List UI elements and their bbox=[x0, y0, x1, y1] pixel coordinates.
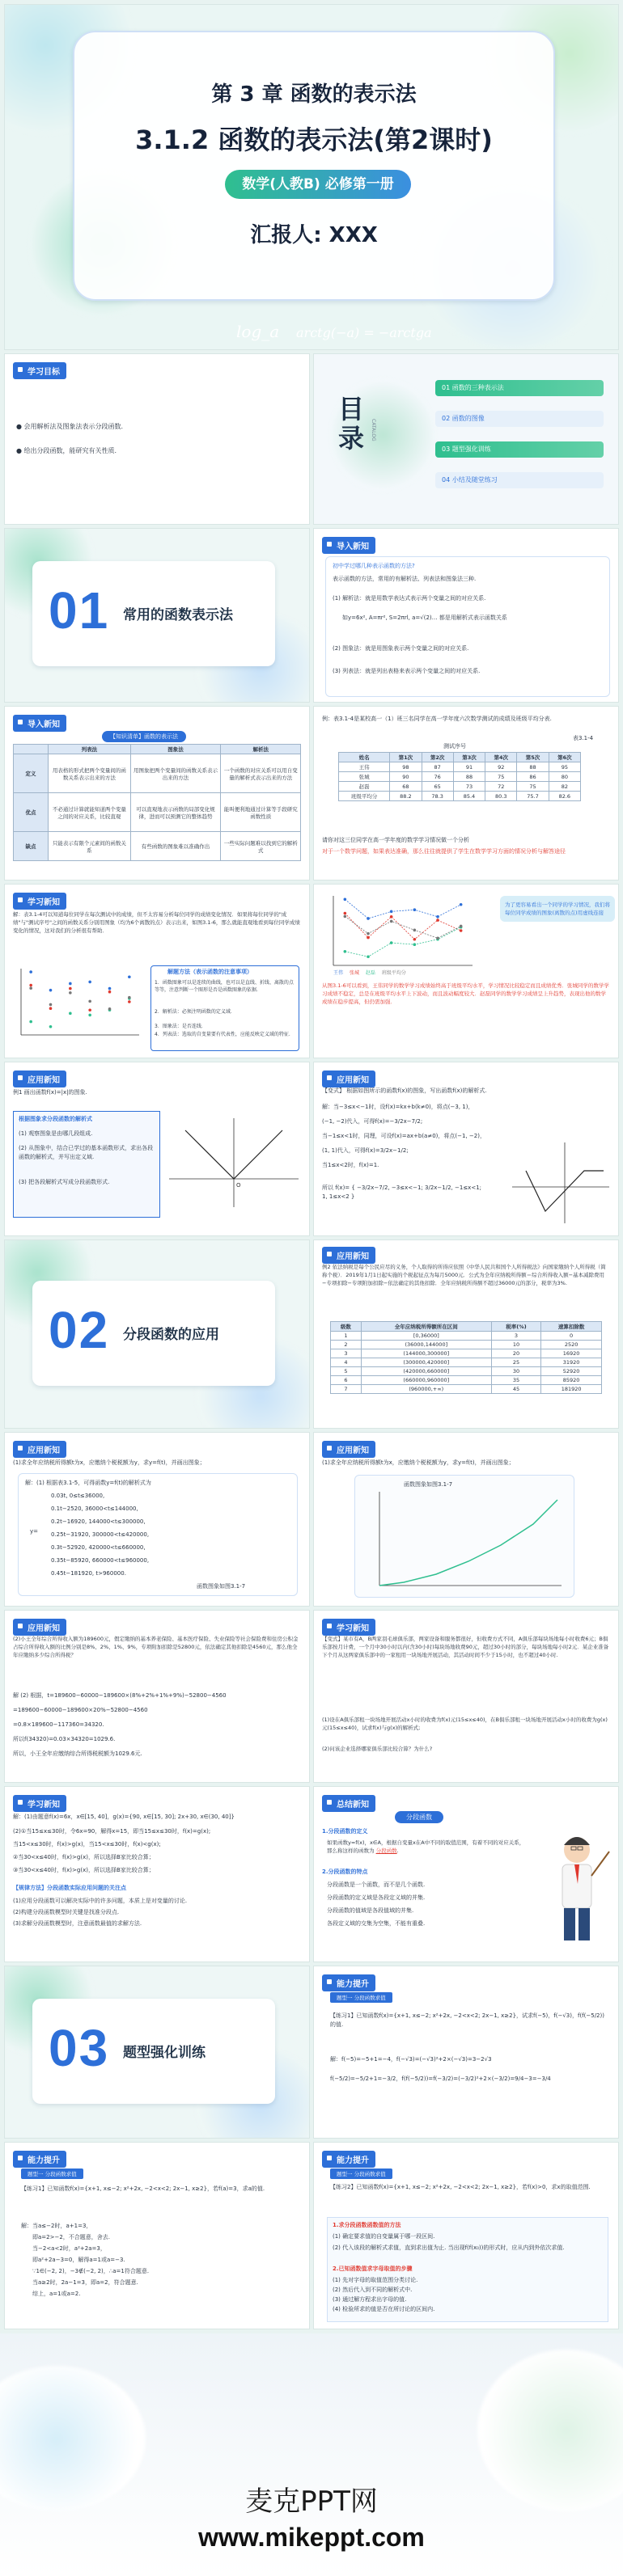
practice1-slide bbox=[314, 1966, 618, 2138]
tax-tag: 应用新知 bbox=[322, 1247, 375, 1264]
summary-slide bbox=[314, 1787, 618, 1962]
col-header: 姓名 bbox=[339, 753, 390, 762]
row-header: 优点 bbox=[14, 793, 49, 832]
summary-point: 分段函数是一个函数，而不是几个函数. bbox=[327, 1881, 426, 1888]
learn1b-slide bbox=[314, 885, 618, 1058]
cover-card bbox=[73, 31, 555, 301]
data-point bbox=[390, 910, 393, 914]
toc-item[interactable]: 02 函数的图像 bbox=[435, 411, 604, 427]
col-header: 图象法 bbox=[130, 745, 221, 754]
section-number: 02 bbox=[49, 1301, 110, 1359]
table-cell: 用图象把两个变量间的函数关系表示出来的方法 bbox=[130, 754, 221, 793]
row-header: 定义 bbox=[14, 754, 49, 793]
tax-slide bbox=[314, 1240, 618, 1428]
data-point bbox=[108, 990, 112, 994]
method-step: (1) 先对字母的取值范围分类讨论. bbox=[333, 2277, 418, 2283]
apply3-slide bbox=[5, 1433, 309, 1606]
col-header: 第6次 bbox=[549, 753, 580, 762]
data-point bbox=[128, 1000, 131, 1003]
data-point bbox=[108, 987, 112, 990]
data-point bbox=[436, 915, 439, 918]
footer-brand: 麦克PPT网 bbox=[245, 2485, 378, 2518]
learn-tag: 学习新知 bbox=[322, 1619, 375, 1636]
summary-point: 各段定义域的交集为空集，不能有重叠. bbox=[327, 1920, 426, 1927]
method-title: 1.求分段函数函数值的方法 bbox=[333, 2222, 401, 2228]
col-header: 列表法 bbox=[49, 745, 131, 754]
data-point bbox=[344, 912, 347, 915]
summary-heading: 2.分段函数的特点 bbox=[322, 1869, 368, 1875]
series-line bbox=[345, 899, 460, 918]
reporter: 汇报人: XXX bbox=[250, 223, 378, 247]
learn-tag: 学习新知 bbox=[13, 893, 66, 910]
section-card bbox=[32, 1999, 275, 2104]
section3-slide bbox=[5, 1966, 309, 2138]
solution-line: (−1, −2)代入，可得f(x)=−3/2x−7/2; bbox=[322, 1118, 423, 1125]
table-label: 表3.1-4 bbox=[573, 735, 594, 741]
col-header: 第5次 bbox=[517, 753, 549, 762]
intro-line: 表示函数的方法，常用的有解析法、列表法和图象法三种. bbox=[333, 576, 477, 582]
data-point bbox=[88, 981, 91, 984]
chapter-title: 第 3 章 函数的表示法 bbox=[211, 82, 417, 107]
step: (3) 把各段解析式写成分段函数形式. bbox=[19, 1179, 110, 1185]
method-step: 3．图象法：是否连线． bbox=[155, 1024, 206, 1029]
table-caption: 测试序号 bbox=[443, 743, 466, 750]
data-point bbox=[29, 984, 32, 987]
table-row: 1 [0,36000] 3 0 bbox=[331, 1332, 602, 1341]
rule-line: (3)求解分段函数模型时，注意函数最值的求解方法. bbox=[13, 1920, 142, 1927]
steps-title: 根据图象求分段函数的解析式 bbox=[19, 1116, 92, 1122]
table-row: 张城 90 76 88 75 86 80 bbox=[339, 772, 581, 782]
practice-text: 【练习2】已知函数f(x)={x+1, x≤−2; x²+2x, −2<x<2; 2x−1, x≥2}，若f(x)>0，求x的取值范围. bbox=[330, 2184, 591, 2190]
practice-text: 【练习1】已知函数f(x)={x+1, x≤−2; x²+2x, −2<x<2; 2x−1, x≥2}，试求f(−5)，f(−√3)，f(f(−5/2))的值. bbox=[330, 2012, 604, 2028]
apply4-slide bbox=[314, 1433, 618, 1606]
piece: 0.1t−2520, 36000<t≤144000, bbox=[51, 1505, 138, 1512]
cover-slide bbox=[5, 5, 618, 349]
scores-intro: 例：表3.1-4是某校高一（1）班三名同学在高一学年度六次数学测试的成绩及班级平均分表. bbox=[322, 716, 552, 722]
bubble-note: 为了更容易看出一个同学的学习情况，我们将每位同学成绩的图象(离散的点)用虚线连接 bbox=[500, 896, 615, 922]
rule-line: (1)应用分段函数可以解决实际中的许多问题，本质上是对变量的讨论. bbox=[13, 1898, 188, 1904]
data-point bbox=[49, 1007, 53, 1010]
practice-tag: 能力提升 bbox=[322, 1974, 375, 1991]
legend-item: 赵磊 bbox=[365, 970, 375, 976]
apply-text: (2)小王全年综合所得收入额为189600元，假定缴纳的基本养老保险、基本医疗保险、失业保险等社会保险费和住房公积金占综合所得收入额的比例分别是8%、2%、1%、9%，专项附加扣除是52800元，依法确定其他扣除是4560元，那么他全年应缴纳多少综合所得税？ bbox=[13, 1636, 299, 1658]
method-box bbox=[327, 2217, 608, 2322]
summary-point: 分段函数的定义域是各段定义域的并集. bbox=[327, 1894, 426, 1901]
table-cell: 用表格的形式把两个变量间的函数关系表示出来的方法 bbox=[49, 754, 131, 793]
rule-title: 【规律方法】分段函数实际应用问题的关注点 bbox=[13, 1885, 126, 1891]
solution-line: ②当30<x≤40时，f(x)>g(x)，所以选择B家比较合算； bbox=[13, 1854, 155, 1860]
apply-question: (1)求全年应纳税所得额t为x，应缴纳个税税额为y，求y=f(t)，并画出图象； bbox=[322, 1459, 515, 1466]
data-point bbox=[88, 1008, 91, 1011]
table-cell: 一个函数的对应关系可以用自变量的解析式表示出来的方法 bbox=[221, 754, 301, 793]
tax-text: 例2 依法纳税是每个公民应尽的义务，个人取得的所得应依照《中华人民共和国个人所得税法》向国家缴纳个人所得税（简称个税）．2019年1月1日起实施的个税起征点为每月5000元．公式为全年应纳税所得额＝综合所得收入额−基本减除费用−专项扣除−专项附加扣除−依法确定的其他扣除．全年应纳税所得额不超过36000元的部分，税率为3%. bbox=[322, 1264, 606, 1286]
steps-box bbox=[13, 1111, 160, 1218]
svg-text:O: O bbox=[236, 1182, 241, 1189]
main-title: 3.1.2 函数的表示法(第2课时) bbox=[135, 125, 493, 155]
table-cell: 不必通过计算就能知道两个变量之间的对应关系，比较直观 bbox=[49, 793, 131, 832]
tax-curve-chart bbox=[363, 1489, 566, 1594]
data-point bbox=[367, 932, 370, 935]
solution-line: 即a²+2a−3=0，解得a=1或a=−3. bbox=[32, 2257, 125, 2263]
data-point bbox=[88, 1014, 91, 1017]
learn-question: (1)设在A俱乐部租一块场地开展活动x小时的收费为f(x)元(15≤x≤40)，在B俱乐部租一块场地开展活动x小时的收费为g(x)元(15≤x≤40)，试求f(x)与g(x)的解析式; bbox=[322, 1717, 608, 1731]
data-point bbox=[390, 915, 393, 918]
intro-line: (1) 解析法：就是用数学表达式表示两个变量之间的对应关系. bbox=[333, 595, 486, 602]
compare-table bbox=[13, 744, 301, 861]
scores-table bbox=[338, 752, 581, 801]
table-cell: 能叫便利地通过计算等手段研究函数性质 bbox=[221, 793, 301, 832]
practice-text: 【练习1】已知函数f(x)={x+1, x≤−2; x²+2x, −2<x<2; 2x−1, x≥2}，若f(a)=3，求a的值. bbox=[21, 2185, 265, 2192]
method-step: (4) 检验所求的值是否在所讨论的区间内. bbox=[333, 2306, 435, 2312]
data-point bbox=[344, 915, 347, 918]
learn-question: (2)问该企业选择哪家俱乐部比较合算？为什么? bbox=[322, 1746, 433, 1752]
apply-tag: 应用新知 bbox=[13, 1619, 66, 1636]
intro-question: 初中学过哪几种表示函数的方法? bbox=[333, 563, 415, 569]
solution-line: 解：当a≤−2时，a+1=3， bbox=[21, 2223, 92, 2229]
data-point bbox=[460, 929, 463, 932]
legend bbox=[333, 969, 406, 976]
toc-slide bbox=[314, 354, 618, 524]
toc-title: 目录 bbox=[338, 394, 365, 454]
toc-item[interactable]: 04 小结及随堂练习 bbox=[435, 472, 604, 488]
table-row: 王伟 98 87 91 92 88 95 bbox=[339, 762, 581, 772]
solution-line: 综上，a=1或a=2. bbox=[32, 2291, 81, 2297]
learn3-slide bbox=[5, 1787, 309, 1962]
summary-point: 分段函数的值域是各段值域的并集. bbox=[327, 1907, 414, 1914]
scores-question: 请你对这三位同学在高一学年度的数学学习情况做一个分析 bbox=[322, 837, 469, 843]
toc-subtitle: CATALOG bbox=[371, 419, 376, 441]
legend-item: 张城 bbox=[349, 970, 359, 976]
method-step: (3) 通过解方程求出字母的值. bbox=[333, 2296, 407, 2303]
data-point bbox=[413, 938, 417, 941]
section-number: 01 bbox=[49, 581, 110, 640]
table-row: 赵磊 68 65 73 72 75 82 bbox=[339, 782, 581, 792]
section1-slide bbox=[5, 529, 309, 702]
series-line bbox=[345, 916, 460, 938]
rule-box bbox=[13, 1884, 301, 1949]
data-point bbox=[460, 903, 463, 906]
method-step: 2．解析法：必须注明函数的定义域． bbox=[155, 1009, 235, 1015]
table-row: 6 (660000,960000] 35 85920 bbox=[331, 1376, 602, 1385]
solution-line: 解：(1)由题意f(x)=6x，x∈[15, 40]，g(x)={90, x∈[15, 30]; 2x+30, x∈(30, 40]} bbox=[13, 1814, 235, 1820]
section-card bbox=[32, 1281, 275, 1386]
solution-line: 解：f(−5)=−5+1=−4，f(−√3)=(−√3)²+2×(−√3)=3−2√3 bbox=[330, 2056, 492, 2063]
tax-table: 级数 全年应纳税所得额所在区间 税率(%) 速算扣除数 1 [0,36000] 3 0 2 (36000,144000] 10 2520 3 (144000,300000] 20 16920 4 (300000,420000] 25 31920 5 (420000,660000] 30 52920 6 (660000,960000] 35 85920 7 (960000,+∞) 45 181920 bbox=[330, 1321, 602, 1394]
solution-line: (1, 1)代入，可得f(x)=3/2x−1/2; bbox=[322, 1147, 409, 1154]
data-point bbox=[29, 970, 32, 973]
data-point bbox=[367, 917, 370, 920]
piece: 0.25t−31920, 300000<t≤420000, bbox=[51, 1531, 150, 1538]
solution-line: 即a=2>−2，不合题意，舍去. bbox=[32, 2234, 111, 2240]
solution-line: 当1≤x<2时，f(x)=1. bbox=[322, 1162, 379, 1168]
table-cell: 有些函数的图象难以准确作出 bbox=[130, 832, 221, 861]
data-point bbox=[49, 1003, 53, 1007]
section-title: 常用的函数表示法 bbox=[123, 607, 233, 623]
data-point bbox=[344, 898, 347, 902]
row-header: 缺点 bbox=[14, 832, 49, 861]
method-line: 2.已知函数值求字母取值的步骤 bbox=[333, 2266, 413, 2272]
col-header: 第4次 bbox=[485, 753, 517, 762]
solution-line: (2)①当15≤x≤30时，令6x=90，解得x=15，即当15≤x≤30时，f(x)=g(x); bbox=[13, 1828, 211, 1835]
data-point bbox=[49, 1025, 53, 1028]
apply-tag: 应用新知 bbox=[13, 1071, 66, 1087]
section2-slide bbox=[5, 1240, 309, 1428]
intro1-slide bbox=[314, 529, 618, 702]
toc-item[interactable]: 01 函数的三种表示法 bbox=[435, 380, 604, 396]
data-point bbox=[367, 936, 370, 940]
solution-line: 当15<x≤30时，f(x)>g(x)，当15<x≤30时，f(x)<g(x); bbox=[13, 1841, 161, 1848]
solution-line: =0.8×189600−117360=34320. bbox=[13, 1721, 104, 1728]
table-cell: 一些实际问题难以找到它的解析式 bbox=[221, 832, 301, 861]
function-label: y= bbox=[30, 1528, 39, 1535]
table-row: 4 (300000,420000] 25 31920 bbox=[331, 1358, 602, 1367]
footer-url[interactable]: www.mikeppt.com bbox=[198, 2523, 425, 2552]
section-title: 题型强化训练 bbox=[123, 2045, 206, 2061]
table-row: 2 (36000,144000] 10 2520 bbox=[331, 1341, 602, 1349]
col-header: 第3次 bbox=[453, 753, 485, 762]
data-point bbox=[413, 908, 417, 911]
method-step: 4．列表法：选取的自变量要有代表性，应能反映定义域的特征． bbox=[155, 1032, 294, 1037]
intro-line: 如y=6x², A=πr², S=2πrl, a=√(2)… 都是用解析式表示函数关系 bbox=[342, 614, 507, 621]
learn2-slide bbox=[314, 1611, 618, 1782]
learn-tag: 学习新知 bbox=[13, 1795, 66, 1812]
section-number: 03 bbox=[49, 2019, 110, 2077]
data-point bbox=[108, 1007, 112, 1011]
data-point bbox=[128, 996, 131, 999]
step: (1) 观察图象是由哪几段组成. bbox=[19, 1130, 93, 1137]
table-row: 3 (144000,300000] 20 16920 bbox=[331, 1349, 602, 1358]
apply-text: 例1 画出函数f(x)=|x|的图象. bbox=[13, 1089, 87, 1096]
solution-line: =189600−60000−189600×20%−52800−4560 bbox=[13, 1707, 148, 1713]
rule-line: (2)构建分段函数模型时关键是找准分段点. bbox=[13, 1909, 120, 1915]
chart-label: 函数图象如图3.1-7 bbox=[197, 1583, 246, 1590]
intro-tag: 导入新知 bbox=[322, 537, 375, 554]
data-point bbox=[69, 991, 72, 995]
abs-graph bbox=[165, 1114, 303, 1211]
compare-tag: 导入新知 bbox=[13, 715, 66, 732]
data-point bbox=[436, 918, 439, 922]
data-point bbox=[69, 987, 72, 990]
apply-tag: 应用新知 bbox=[13, 1441, 66, 1458]
practice-tag: 能力提升 bbox=[13, 2151, 66, 2168]
summary-title: 分段函数 bbox=[395, 1811, 443, 1823]
solution-line: 解：当−3≤x<−1时，设f(x)=kx+b(k≠0)，将点(−3, 1)， bbox=[322, 1104, 474, 1110]
intro-box bbox=[325, 556, 610, 697]
solution-line: 当−2<a<2时，a²+2a=3， bbox=[32, 2245, 106, 2252]
apply2-slide bbox=[314, 1062, 618, 1235]
footer bbox=[0, 2333, 623, 2576]
data-point bbox=[413, 943, 417, 946]
piece: 0.35t−85920, 660000<t≤960000, bbox=[51, 1557, 150, 1564]
table-cell: 可以直观地表示函数的局部变化规律，进而可以预测它的整体趋势 bbox=[130, 793, 221, 832]
data-point bbox=[49, 989, 53, 992]
apply-tag: 应用新知 bbox=[322, 1441, 375, 1458]
data-point bbox=[390, 920, 393, 923]
summary-tag: 总结新知 bbox=[322, 1795, 375, 1812]
table-row: 班级平均分 88.2 78.3 85.4 80.3 75.7 82.6 bbox=[339, 792, 581, 801]
scores-hint: 对于一个数学问题，如果表达准确，那么往往就提供了学生在数学学习方面的情况分析与解答途径 bbox=[322, 848, 566, 855]
intro-line: (2) 图象法：就是用图象表示两个变量之间的对应关系. bbox=[333, 645, 469, 652]
data-point bbox=[344, 950, 347, 953]
learn-note: 从图3.1-6可以看到，王伟同学的数学学习成绩始终高于班级平均水平，学习情况比较稳定而且成绩优秀．张城同学的数学学习成绩不稳定，总是在班级平均水平上下波动，而且波动幅度较大．赵磊同学的数学学习成绩呈上升趋势，表现出他的数学成绩在稳步提高，但仍需加强． bbox=[322, 982, 609, 1005]
formula-log: log_a bbox=[236, 322, 280, 341]
data-point bbox=[367, 955, 370, 958]
solution-line: f(−5/2)=−5/2+1=−3/2，f(f(−5/2))=f(−3/2)=(−3/2)²+2×(−3/2)=9/4−3=−3/4 bbox=[330, 2076, 551, 2082]
apply-tag: 应用新知 bbox=[322, 1071, 375, 1087]
section-card bbox=[32, 561, 275, 666]
learn-text: 解：表3.1-4可以知道每位同学在每次测试中的成绩，但不太容易分析每位同学的成绩变化情况．如果将每位同学的"成绩"与"测试序号"之间的函数关系分别用图象（均为6个离散的点）表示出来，如图3.1-6，那么就能直观地看到每位同学成绩变化的情况，这对我们的分析很有帮助． bbox=[13, 911, 300, 934]
intro-line: (3) 列表法：就是列出表格来表示两个变量之间的对应关系. bbox=[333, 668, 481, 674]
legend-item: 班级平均分 bbox=[381, 970, 406, 976]
solution-line: 当−1≤x<1时，同理，可设f(x)=ax+b(a≠0)，将点(−1, −2)， bbox=[322, 1133, 485, 1139]
legend-item: 王伟 bbox=[333, 970, 344, 976]
data-point bbox=[29, 1020, 32, 1024]
data-point bbox=[29, 986, 32, 990]
compare-header: 【知识清单】函数的表示法 bbox=[102, 731, 186, 742]
table-row: 5 (420000,660000] 30 52920 bbox=[331, 1367, 602, 1376]
method-line: (1) 确定要求值的自变量属于哪一段区间. bbox=[333, 2233, 435, 2240]
goal-item: ● 给出分段函数，能研究有关性质. bbox=[16, 447, 117, 454]
piecewise-graph bbox=[508, 1138, 613, 1227]
learn-text: 【变式】某市有A，B两家羽毛球俱乐部，两家设备和服务都很好，但收费方式不同，A俱乐部每块场地每小时收费6元；B俱乐部按月计费，一个月中30小时以内(含30小时)每块场地收费90元，超过30小时的部分，每块场地每小时2元．某企业准备下个月从这两家俱乐部中的一家租用一块场地开展活动，其活动时间不少于15小时，也不超过40小时. bbox=[322, 1636, 609, 1658]
solution-line: 所以，小王全年应缴纳综合所得税税额为1029.6元. bbox=[13, 1750, 142, 1757]
col-header: 解析法 bbox=[221, 745, 301, 754]
section-title: 分段函数的应用 bbox=[123, 1327, 219, 1343]
apply-text: 【变式】 根据如图所示的函数f(x)的图象，写出函数f(x)的解析式. bbox=[322, 1087, 487, 1094]
data-point bbox=[413, 929, 417, 932]
data-point bbox=[128, 975, 131, 978]
subtitle-pill: 数学(人教B) 必修第一册 bbox=[225, 170, 411, 199]
goal-item: ● 会用解析法及图象法表示分段函数. bbox=[16, 423, 124, 430]
piece: 0.2t−16920, 144000<t≤300000, bbox=[51, 1518, 146, 1525]
method-box bbox=[150, 965, 299, 1051]
solution-line: 解 (2) 根据，t=189600−60000−189600×(8%+2%+1%+9%)−52800−4560 bbox=[13, 1692, 227, 1699]
data-point bbox=[436, 936, 439, 940]
step: (2) 从图象中，结合已学过的基本函数形式，求出各段函数的解析式，并写出定义域. bbox=[19, 1145, 154, 1160]
chart-title: 函数图象如图3.1-7 bbox=[404, 1481, 453, 1488]
apply5-slide bbox=[5, 1611, 309, 1782]
solution-line: 所以f(34320)=0.03×34320=1029.6. bbox=[13, 1736, 116, 1742]
data-point bbox=[69, 1012, 72, 1016]
method-title: 解题方法（表示函数的注意事项） bbox=[167, 969, 252, 975]
solution-line: ③当30<x≤40时，f(x)>g(x)，所以选择B家比较合算； bbox=[13, 1867, 155, 1873]
score-scatter-chart bbox=[13, 965, 142, 1043]
col-header: 第1次 bbox=[390, 753, 422, 762]
solution-line: 当a≥2时，2a−1=3，即a=2，符合题意. bbox=[32, 2279, 138, 2286]
apply1-slide bbox=[5, 1062, 309, 1235]
solution-text: 解：(1) 根据表3.1-5，可得函数y=f(t)的解析式为 bbox=[25, 1480, 151, 1486]
type-tag: 题型一 分段函数求值 bbox=[21, 2168, 83, 2179]
goals-tag: 学习目标 bbox=[13, 362, 66, 379]
score-line-chart bbox=[322, 893, 476, 973]
table-row: 7 (960000,+∞) 45 181920 bbox=[331, 1385, 602, 1394]
practice2-slide bbox=[5, 2143, 309, 2329]
piece: 0.03t, 0≤t≤36000, bbox=[51, 1493, 105, 1499]
data-point bbox=[390, 941, 393, 944]
table-cell: 只能表示有限个元素间的函数关系 bbox=[49, 832, 131, 861]
series-line bbox=[345, 927, 460, 957]
piece: 0.3t−52920, 420000<t≤660000, bbox=[51, 1544, 146, 1551]
piece: 0.45t−181920, t>960000. bbox=[51, 1570, 126, 1577]
data-point bbox=[88, 1000, 91, 1003]
practice-tag: 能力提升 bbox=[322, 2151, 375, 2168]
scores-slide bbox=[314, 707, 618, 880]
apply-question: (1)求全年应纳税所得额t为x，应缴纳个税税额为y，求y=f(t)，并画出图象； bbox=[13, 1459, 206, 1466]
solution-line: ∵1∈(−2, 2)，−3∉(−2, 2)，∴a=1符合题意. bbox=[32, 2268, 150, 2274]
solution-result: 所以 f(x)= { −3/2x−7/2, −3≤x<−1; 3/2x−1/2, −1≤x<1; 1, 1≤x<2 } bbox=[322, 1185, 482, 1200]
data-point bbox=[460, 925, 463, 928]
data-point bbox=[69, 982, 72, 986]
method-line: (2) 代入该段的解析式求值，直到求出值为止. 当出现f(f(x₀))的形式时，应从内到外依次求值. bbox=[333, 2244, 565, 2251]
practice3-slide bbox=[314, 2143, 618, 2329]
method-step: (2) 然后代入到不同的解析式中. bbox=[333, 2287, 413, 2293]
method-step: 1．函数图象可以是连续的曲线，也可以是直线、折线、离散的点等等，注意判断一个图形是否是函数图象的依据． bbox=[155, 980, 294, 993]
type-tag: 题型一 分段函数求值 bbox=[330, 1992, 392, 2003]
solution-box bbox=[18, 1473, 298, 1596]
chart-box bbox=[354, 1475, 574, 1598]
col-header: 第2次 bbox=[422, 753, 453, 762]
compare-slide bbox=[5, 707, 309, 880]
formula-arctg: arctg(−a) = −arctga bbox=[296, 325, 432, 340]
summary-text: 如果函数y=f(x)，x∈A，根据自变量x在A中不同的取值范围，有着不同的对应关系，那么称这样的函数为 分段函数. bbox=[327, 1839, 525, 1854]
toc-item[interactable]: 03 题型强化训练 bbox=[435, 441, 604, 458]
summary-heading: 1.分段函数的定义 bbox=[322, 1828, 368, 1835]
learn1-slide bbox=[5, 885, 309, 1058]
goals-slide bbox=[5, 354, 309, 524]
teacher-illustration bbox=[540, 1827, 613, 1949]
type-tag: 题型一 分段函数求值 bbox=[330, 2168, 392, 2179]
